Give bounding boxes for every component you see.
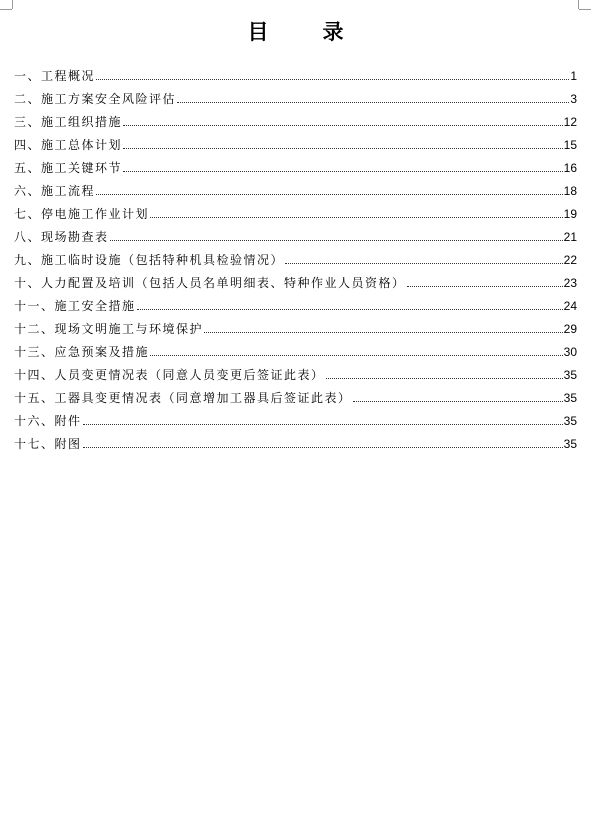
toc-dot-leader [110, 240, 563, 241]
page-title [0, 16, 591, 46]
toc-entry[interactable] [14, 290, 577, 313]
toc-dot-leader [285, 263, 563, 264]
page-title-char-2: 录 [322, 20, 344, 44]
toc-entry[interactable] [14, 359, 577, 382]
toc-entry[interactable] [14, 428, 577, 451]
toc-entry-page-number: 24 [563, 299, 577, 313]
toc-dot-leader [123, 125, 563, 126]
toc-entry[interactable] [14, 175, 577, 198]
table-of-contents [14, 60, 577, 451]
toc-entry[interactable] [14, 83, 577, 106]
toc-entry-page-number: 35 [563, 391, 577, 405]
toc-dot-leader [204, 332, 563, 333]
toc-dot-leader [407, 286, 563, 287]
crop-mark-top-right-horizontal [579, 9, 591, 10]
toc-entry[interactable] [14, 336, 577, 359]
toc-entry[interactable] [14, 60, 577, 83]
toc-entry-label: 七、停电施工作业计划 [14, 207, 150, 221]
toc-dot-leader [96, 194, 563, 195]
toc-entry-page-number: 19 [563, 207, 577, 221]
crop-mark-top-left-horizontal [0, 9, 12, 10]
toc-dot-leader [83, 447, 563, 448]
toc-entry-label: 二、施工方案安全风险评估 [14, 92, 177, 106]
crop-mark-top-right-vertical [578, 0, 579, 9]
toc-entry-page-number: 15 [563, 138, 577, 152]
toc-entry[interactable] [14, 152, 577, 175]
toc-entry-page-number: 35 [563, 414, 577, 428]
toc-entry[interactable] [14, 405, 577, 428]
toc-entry-label: 十七、附图 [14, 437, 82, 451]
toc-entry[interactable] [14, 382, 577, 405]
toc-dot-leader [123, 171, 563, 172]
toc-entry-page-number: 29 [563, 322, 577, 336]
toc-entry-label: 九、施工临时设施（包括特种机具检验情况） [14, 253, 285, 267]
toc-entry-label: 三、施工组织措施 [14, 115, 123, 129]
toc-entry-page-number: 22 [563, 253, 577, 267]
toc-entry-page-number: 16 [563, 161, 577, 175]
toc-dot-leader [123, 148, 563, 149]
toc-entry-page-number: 30 [563, 345, 577, 359]
toc-entry-label: 十一、施工安全措施 [14, 299, 136, 313]
toc-entry-label: 十二、现场文明施工与环境保护 [14, 322, 204, 336]
toc-dot-leader [137, 309, 563, 310]
page-title-char-1: 目 [247, 20, 269, 44]
toc-entry-page-number: 1 [570, 69, 577, 83]
toc-entry-label: 一、工程概况 [14, 69, 96, 83]
toc-entry[interactable] [14, 129, 577, 152]
toc-entry[interactable] [14, 267, 577, 290]
crop-mark-top-left-vertical [12, 0, 13, 9]
toc-dot-leader [96, 79, 569, 80]
toc-entry-label: 十五、工器具变更情况表（同意增加工器具后签证此表） [14, 391, 352, 405]
toc-entry-page-number: 3 [570, 92, 577, 106]
toc-entry-label: 四、施工总体计划 [14, 138, 123, 152]
toc-entry[interactable] [14, 244, 577, 267]
toc-entry-page-number: 21 [563, 230, 577, 244]
toc-dot-leader [150, 355, 563, 356]
toc-dot-leader [83, 424, 563, 425]
toc-entry[interactable] [14, 313, 577, 336]
toc-entry-label: 十四、人员变更情况表（同意人员变更后签证此表） [14, 368, 325, 382]
toc-entry-label: 十六、附件 [14, 414, 82, 428]
toc-entry-page-number: 23 [563, 276, 577, 290]
toc-dot-leader [326, 378, 563, 379]
toc-entry-label: 十、人力配置及培训（包括人员名单明细表、特种作业人员资格） [14, 276, 406, 290]
toc-entry-page-number: 12 [563, 115, 577, 129]
toc-entry-page-number: 35 [563, 368, 577, 382]
toc-entry-page-number: 18 [563, 184, 577, 198]
toc-entry-label: 十三、应急预案及措施 [14, 345, 150, 359]
toc-dot-leader [353, 401, 563, 402]
toc-entry-page-number: 35 [563, 437, 577, 451]
toc-entry-label: 八、现场勘查表 [14, 230, 109, 244]
toc-entry[interactable] [14, 198, 577, 221]
toc-entry[interactable] [14, 221, 577, 244]
toc-dot-leader [177, 102, 569, 103]
toc-dot-leader [150, 217, 563, 218]
toc-entry-label: 六、施工流程 [14, 184, 96, 198]
toc-entry-label: 五、施工关键环节 [14, 161, 123, 175]
toc-entry[interactable] [14, 106, 577, 129]
